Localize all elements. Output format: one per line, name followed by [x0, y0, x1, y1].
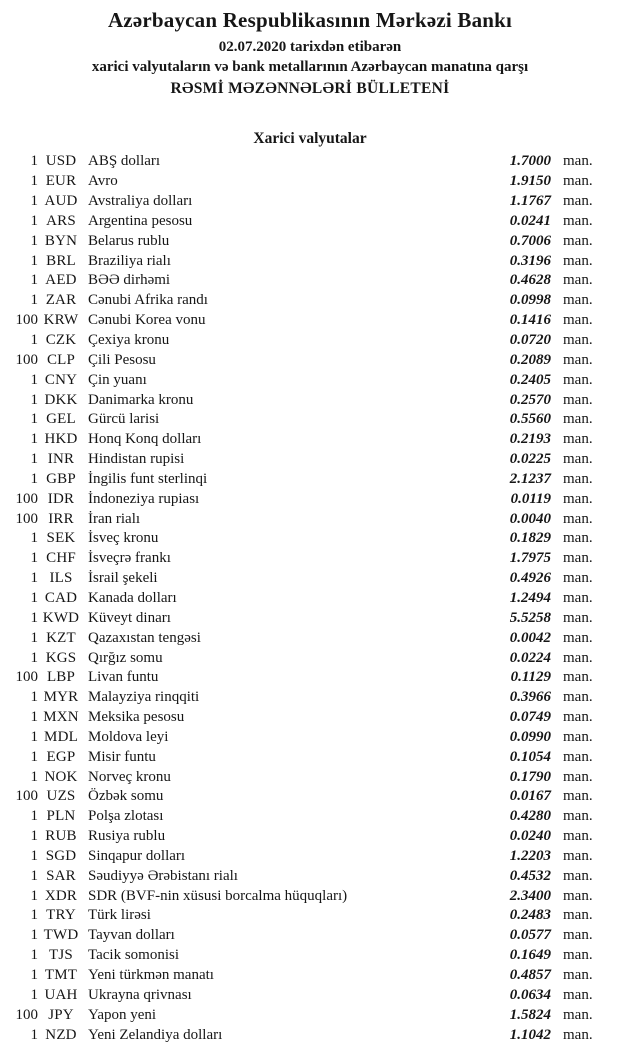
- rate-cell: 0.4532: [509, 867, 551, 884]
- unit-cell: man.: [563, 847, 593, 864]
- rate-cell: 0.0990: [509, 728, 551, 745]
- code-cell: CAD: [44, 589, 78, 606]
- unit-cell: man.: [563, 1026, 593, 1043]
- rate-row: [8, 410, 595, 430]
- section-title-foreign-currencies: Xarici valyutalar: [253, 130, 367, 147]
- qty-cell: 1: [30, 748, 38, 765]
- currency-name-cell: Rusiya rublu: [88, 828, 166, 845]
- document-header: [0, 7, 620, 99]
- rate-row: [8, 708, 595, 728]
- rate-cell: 0.0998: [509, 292, 551, 309]
- code-cell: LBP: [46, 669, 76, 686]
- currency-name-cell: Türk lirəsi: [88, 907, 151, 924]
- rate-row: [8, 192, 595, 212]
- currency-name-cell: İndoneziya rupiası: [88, 490, 200, 507]
- unit-cell: man.: [563, 371, 593, 388]
- rate-cell: 0.0042: [509, 629, 551, 646]
- currency-name-cell: Cənubi Afrika randı: [88, 292, 208, 309]
- qty-cell: 100: [15, 669, 38, 686]
- rate-cell: 0.2483: [509, 907, 551, 924]
- rate-cell: 2.3400: [509, 887, 551, 904]
- rate-row: [8, 231, 595, 251]
- code-cell: MXN: [43, 709, 79, 726]
- code-cell: AUD: [44, 193, 78, 210]
- qty-cell: 1: [30, 470, 38, 487]
- unit-cell: man.: [563, 272, 593, 289]
- code-cell: XDR: [44, 887, 78, 904]
- qty-cell: 1: [30, 589, 38, 606]
- currency-name-cell: BƏƏ dirhəmi: [88, 272, 171, 289]
- code-cell: KRW: [43, 312, 79, 329]
- code-cell: UAH: [44, 986, 78, 1003]
- unit-cell: man.: [563, 927, 593, 944]
- code-cell: TRY: [46, 907, 76, 924]
- code-cell: CNY: [44, 371, 78, 388]
- rate-row: [8, 489, 595, 509]
- rate-row: [8, 608, 595, 628]
- rate-cell: 1.2203: [509, 847, 551, 864]
- unit-cell: man.: [563, 312, 593, 329]
- code-cell: ZAR: [45, 292, 77, 309]
- unit-cell: man.: [563, 828, 593, 845]
- rate-cell: 0.5560: [509, 411, 551, 428]
- unit-cell: man.: [563, 768, 593, 785]
- rate-cell: 0.3966: [509, 689, 551, 706]
- rate-cell: 0.1054: [509, 748, 551, 765]
- qty-cell: 1: [30, 371, 38, 388]
- currency-name-cell: Argentina pesosu: [88, 212, 193, 229]
- code-cell: NOK: [44, 768, 78, 785]
- rate-cell: 0.3196: [509, 252, 551, 269]
- rate-cell: 0.0224: [509, 649, 551, 666]
- currency-name-cell: Küveyt dinarı: [88, 609, 171, 626]
- qty-cell: 1: [30, 649, 38, 666]
- rate-cell: 0.0167: [509, 788, 551, 805]
- unit-cell: man.: [563, 470, 593, 487]
- qty-cell: 1: [30, 332, 38, 349]
- unit-cell: man.: [563, 689, 593, 706]
- unit-cell: man.: [563, 629, 593, 646]
- rate-row: [8, 350, 595, 370]
- code-cell: AED: [45, 272, 77, 289]
- code-cell: HKD: [44, 431, 78, 448]
- qty-cell: 1: [30, 193, 38, 210]
- qty-cell: 1: [30, 629, 38, 646]
- rate-row: [8, 390, 595, 410]
- currency-name-cell: İran rialı: [88, 510, 141, 527]
- qty-cell: 1: [30, 709, 38, 726]
- currency-name-cell: Cənubi Korea vonu: [88, 312, 206, 329]
- code-cell: ARS: [46, 212, 76, 229]
- bank-title: Azərbaycan Respublikasının Mərkəzi Bankı: [107, 8, 513, 32]
- unit-cell: man.: [563, 193, 593, 210]
- currency-name-cell: Kanada dolları: [88, 589, 177, 606]
- qty-cell: 1: [30, 887, 38, 904]
- currency-name-cell: Tacik somonisi: [88, 947, 180, 964]
- unit-cell: man.: [563, 609, 593, 626]
- unit-cell: man.: [563, 173, 593, 190]
- rate-cell: 0.1649: [509, 947, 551, 964]
- qty-cell: 1: [30, 411, 38, 428]
- rate-row: [8, 291, 595, 311]
- bulletin-title: RƏSMİ MƏZƏNNƏLƏRİ BÜLLETENİ: [170, 80, 450, 97]
- currency-name-cell: Polşa zlotası: [88, 808, 164, 825]
- qty-cell: 1: [30, 689, 38, 706]
- currency-name-cell: SDR (BVF-nin xüsusi borcalma hüquqları): [88, 887, 348, 904]
- qty-cell: 1: [30, 431, 38, 448]
- rate-row: [8, 470, 595, 490]
- qty-cell: 1: [30, 1026, 38, 1043]
- unit-cell: man.: [563, 788, 593, 805]
- code-cell: EGP: [46, 748, 76, 765]
- code-cell: KZT: [46, 629, 76, 646]
- unit-cell: man.: [563, 332, 593, 349]
- unit-cell: man.: [563, 510, 593, 527]
- code-cell: UZS: [46, 788, 76, 805]
- rate-cell: 0.0040: [509, 510, 551, 527]
- rate-cell: 1.7000: [509, 153, 551, 170]
- rate-cell: 1.7975: [509, 550, 551, 567]
- qty-cell: 100: [15, 1006, 38, 1023]
- qty-cell: 1: [30, 292, 38, 309]
- rate-row: [8, 1005, 595, 1025]
- code-cell: BYN: [44, 232, 78, 249]
- rate-row: [8, 807, 595, 827]
- rate-cell: 1.5824: [509, 1006, 551, 1023]
- unit-cell: man.: [563, 986, 593, 1003]
- qty-cell: 1: [30, 232, 38, 249]
- rate-cell: 0.7006: [509, 232, 551, 249]
- rate-cell: 0.0241: [509, 212, 551, 229]
- qty-cell: 1: [30, 986, 38, 1003]
- currency-name-cell: Tayvan dolları: [88, 927, 175, 944]
- qty-cell: 1: [30, 847, 38, 864]
- rate-row: [8, 966, 595, 986]
- qty-cell: 100: [15, 788, 38, 805]
- unit-cell: man.: [563, 867, 593, 884]
- qty-cell: 1: [30, 530, 38, 547]
- rate-row: [8, 529, 595, 549]
- qty-cell: 1: [30, 272, 38, 289]
- currency-name-cell: Norveç kronu: [88, 768, 171, 785]
- rate-cell: 0.0577: [509, 927, 551, 944]
- rate-row: [8, 985, 595, 1005]
- qty-cell: 1: [30, 173, 38, 190]
- currency-name-cell: Malayziya rinqqiti: [88, 689, 200, 706]
- currency-name-cell: Braziliya rialı: [88, 252, 171, 269]
- rate-row: [8, 946, 595, 966]
- code-cell: USD: [45, 153, 77, 170]
- unit-cell: man.: [563, 967, 593, 984]
- unit-cell: man.: [563, 1006, 593, 1023]
- unit-cell: man.: [563, 669, 593, 686]
- rate-row: [8, 688, 595, 708]
- unit-cell: man.: [563, 530, 593, 547]
- currency-name-cell: Meksika pesosu: [88, 709, 185, 726]
- rate-cell: 0.2089: [509, 351, 551, 368]
- unit-cell: man.: [563, 252, 593, 269]
- rate-cell: 0.4857: [509, 967, 551, 984]
- rate-row: [8, 767, 595, 787]
- currency-name-cell: Çili Pesosu: [88, 351, 156, 368]
- unit-cell: man.: [563, 728, 593, 745]
- qty-cell: 1: [30, 391, 38, 408]
- code-cell: IRR: [48, 510, 74, 527]
- unit-cell: man.: [563, 451, 593, 468]
- qty-cell: 1: [30, 609, 38, 626]
- rate-cell: 0.2193: [509, 431, 551, 448]
- currency-name-cell: Moldova leyi: [88, 728, 169, 745]
- document-subtitle: xarici valyutaların və bank metallarının Azərbaycan manatına qarşı: [91, 59, 529, 75]
- rates-table: [0, 152, 620, 1044]
- code-cell: JPY: [48, 1006, 74, 1023]
- qty-cell: 1: [30, 967, 38, 984]
- rate-cell: 2.1237: [509, 470, 551, 487]
- rate-row: [8, 152, 595, 172]
- currency-name-cell: Səudiyyə Ərəbistanı rialı: [88, 867, 238, 884]
- rate-cell: 0.0720: [509, 332, 551, 349]
- code-cell: TMT: [44, 967, 78, 984]
- rate-cell: 0.0749: [509, 709, 551, 726]
- code-cell: CLP: [46, 351, 76, 368]
- code-cell: EUR: [45, 173, 77, 190]
- code-cell: DKK: [44, 391, 78, 408]
- unit-cell: man.: [563, 212, 593, 229]
- rate-row: [8, 172, 595, 192]
- code-cell: TJS: [49, 947, 73, 964]
- unit-cell: man.: [563, 649, 593, 666]
- unit-cell: man.: [563, 232, 593, 249]
- currency-name-cell: Honq Konq dolları: [88, 431, 202, 448]
- rate-cell: 0.1790: [509, 768, 551, 785]
- currency-name-cell: Çexiya kronu: [88, 332, 170, 349]
- effective-date-line: 02.07.2020 tarixdən etibarən: [218, 39, 402, 55]
- qty-cell: 1: [30, 927, 38, 944]
- currency-name-cell: Avstraliya dolları: [88, 193, 193, 210]
- code-cell: RUB: [45, 828, 77, 845]
- currency-name-cell: Yeni türkmən manatı: [88, 967, 214, 984]
- rate-row: [8, 747, 595, 767]
- currency-name-cell: Gürcü larisi: [88, 411, 160, 428]
- rate-row: [8, 1025, 595, 1044]
- qty-cell: 1: [30, 550, 38, 567]
- qty-cell: 1: [30, 153, 38, 170]
- currency-name-cell: Belarus rublu: [88, 232, 170, 249]
- code-cell: CZK: [45, 332, 77, 349]
- rate-cell: 0.1829: [509, 530, 551, 547]
- rate-cell: 5.5258: [509, 609, 551, 626]
- rate-row: [8, 827, 595, 847]
- rate-cell: 0.0634: [509, 986, 551, 1003]
- rate-cell: 1.2494: [509, 589, 551, 606]
- rate-row: [8, 727, 595, 747]
- qty-cell: 1: [30, 947, 38, 964]
- rate-cell: 1.1767: [509, 193, 551, 210]
- code-cell: INR: [47, 451, 75, 468]
- qty-cell: 1: [30, 828, 38, 845]
- currency-name-cell: Yapon yeni: [88, 1006, 157, 1023]
- currency-name-cell: Hindistan rupisi: [88, 451, 185, 468]
- code-cell: KGS: [45, 649, 77, 666]
- currency-name-cell: Sinqapur dolları: [88, 847, 186, 864]
- unit-cell: man.: [563, 589, 593, 606]
- currency-name-cell: Qırğız somu: [88, 649, 163, 666]
- currency-name-cell: Çin yuanı: [88, 371, 147, 388]
- code-cell: GEL: [46, 411, 76, 428]
- currency-name-cell: İngilis funt sterlinqi: [88, 470, 208, 487]
- currency-name-cell: Livan funtu: [88, 669, 159, 686]
- unit-cell: man.: [563, 570, 593, 587]
- rate-cell: 0.0119: [510, 490, 551, 507]
- currency-name-cell: Misir funtu: [88, 748, 156, 765]
- qty-cell: 100: [15, 351, 38, 368]
- unit-cell: man.: [563, 550, 593, 567]
- code-cell: CHF: [46, 550, 76, 567]
- rate-row: [8, 430, 595, 450]
- rate-row: [8, 866, 595, 886]
- unit-cell: man.: [563, 907, 593, 924]
- rate-row: [8, 628, 595, 648]
- currency-name-cell: İsveç kronu: [88, 530, 159, 547]
- code-cell: MDL: [44, 728, 78, 745]
- currency-name-cell: ABŞ dolları: [88, 153, 161, 170]
- rate-row: [8, 311, 595, 331]
- qty-cell: 1: [30, 570, 38, 587]
- code-cell: BRL: [46, 252, 76, 269]
- rate-cell: 0.0240: [509, 828, 551, 845]
- rate-row: [8, 668, 595, 688]
- unit-cell: man.: [563, 808, 593, 825]
- unit-cell: man.: [563, 391, 593, 408]
- unit-cell: man.: [563, 292, 593, 309]
- code-cell: SAR: [46, 867, 76, 884]
- unit-cell: man.: [563, 947, 593, 964]
- rate-cell: 0.1416: [509, 312, 551, 329]
- currency-name-cell: Danimarka kronu: [88, 391, 194, 408]
- rate-cell: 0.2405: [509, 371, 551, 388]
- rate-row: [8, 251, 595, 271]
- unit-cell: man.: [563, 153, 593, 170]
- rate-cell: 0.4926: [509, 570, 551, 587]
- rate-cell: 0.1129: [510, 669, 551, 686]
- currency-name-cell: Avro: [88, 173, 118, 190]
- rate-row: [8, 331, 595, 351]
- rate-row: [8, 589, 595, 609]
- unit-cell: man.: [563, 709, 593, 726]
- rate-cell: 1.9150: [509, 173, 551, 190]
- currency-name-cell: İsveçrə frankı: [88, 550, 171, 567]
- rate-row: [8, 212, 595, 232]
- qty-cell: 100: [15, 510, 38, 527]
- qty-cell: 1: [30, 907, 38, 924]
- rate-row: [8, 648, 595, 668]
- rate-row: [8, 370, 595, 390]
- unit-cell: man.: [563, 490, 593, 507]
- qty-cell: 100: [15, 312, 38, 329]
- rate-row: [8, 847, 595, 867]
- qty-cell: 1: [30, 451, 38, 468]
- code-cell: IDR: [47, 490, 75, 507]
- unit-cell: man.: [563, 411, 593, 428]
- code-cell: ILS: [49, 570, 73, 587]
- code-cell: PLN: [46, 808, 76, 825]
- rate-row: [8, 569, 595, 589]
- currency-name-cell: İsrail şekeli: [88, 570, 158, 587]
- qty-cell: 1: [30, 252, 38, 269]
- qty-cell: 100: [15, 490, 38, 507]
- unit-cell: man.: [563, 887, 593, 904]
- unit-cell: man.: [563, 748, 593, 765]
- currency-name-cell: Yeni Zelandiya dolları: [88, 1026, 223, 1043]
- rate-row: [8, 271, 595, 291]
- code-cell: GBP: [46, 470, 76, 487]
- code-cell: MYR: [43, 689, 79, 706]
- rate-row: [8, 926, 595, 946]
- rate-row: [8, 509, 595, 529]
- rate-cell: 0.4280: [509, 808, 551, 825]
- code-cell: SEK: [46, 530, 76, 547]
- code-cell: NZD: [45, 1026, 77, 1043]
- qty-cell: 1: [30, 808, 38, 825]
- currency-name-cell: Ukrayna qrivnası: [88, 986, 192, 1003]
- rate-row: [8, 886, 595, 906]
- rate-row: [8, 450, 595, 470]
- rate-cell: 0.2570: [509, 391, 551, 408]
- qty-cell: 1: [30, 768, 38, 785]
- rate-row: [8, 787, 595, 807]
- rate-cell: 0.4628: [509, 272, 551, 289]
- currency-name-cell: Özbək somu: [88, 788, 164, 805]
- qty-cell: 1: [30, 728, 38, 745]
- currency-name-cell: Qazaxıstan tengəsi: [88, 629, 201, 646]
- rate-row: [8, 906, 595, 926]
- code-cell: KWD: [42, 609, 80, 626]
- unit-cell: man.: [563, 431, 593, 448]
- code-cell: SGD: [45, 847, 77, 864]
- code-cell: TWD: [43, 927, 79, 944]
- qty-cell: 1: [30, 867, 38, 884]
- rate-cell: 1.1042: [509, 1026, 551, 1043]
- rate-cell: 0.0225: [509, 451, 551, 468]
- unit-cell: man.: [563, 351, 593, 368]
- rate-row: [8, 549, 595, 569]
- qty-cell: 1: [30, 212, 38, 229]
